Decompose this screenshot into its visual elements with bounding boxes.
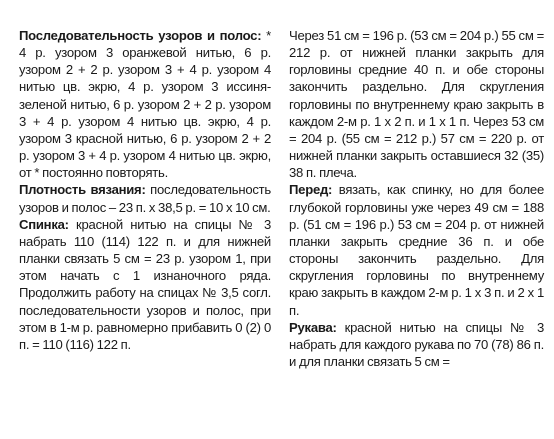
- heading-pattern-sequence: Последовательность узоров и полос:: [19, 28, 262, 43]
- text-back: красной нитью на спицы № 3 набрать 110 (114) 122 п. и для нижней планки связать 5 см = 23 р. узором 1, при этом начать с 1 изнаночного ряда. Продолжить работу на спицах № 3,5 согл. последовательности узоров и полос, при этом в 1-м р. равномерно прибавить 0 (2) 0 п. = 110 (116) 122 п.: [19, 216, 271, 352]
- heading-gauge: Плотность вязания:: [19, 182, 146, 198]
- heading-front: Перед:: [289, 182, 333, 198]
- paragraph-front: [289, 181, 544, 318]
- text-front: вязать, как спинку, но для более глубокой горловины уже через 49 см = 188 р. (51 см = 196 р.) 53 см = 204 р. от нижней планки закрыть средние 36 п. и обе стороны закончить раздельно. Для скругления горловины по внутреннему краю закрыть в каждом 2-м р. 1 х 3 п. и 2 х 1 п.: [289, 182, 544, 318]
- paragraph-back-continued: [289, 27, 544, 181]
- text-back-continued: Через 51 см = 196 р. (53 см = 204 р.) 55 см = 212 р. от нижней планки закрыть для горловины средние 40 п. и обе стороны закончить раздельно. Для скругления горловины по внутреннему краю закрыть в каждом 2-м р. 1 х 2 п. и 1 х 1 п. Через 53 см = 204 р. (55 см = 212 р.) 57 см = 220 р. от нижней планки закрыть оставшиеся 32 (35) 38 п. плеча.: [289, 28, 544, 181]
- text-pattern-sequence: * 4 р. узором 3 оранжевой нитью, 6 р. узором 2 + 2 р. узором 3 + 4 р. узором 4 нитью цв. экрю, 4 р. узором 3 иссиня-зеленой нитью, 6 р. узором 2 + 2 р. узором 3 + 4 р. узором 4 нитью цв. экрю, 4 р. узором 3 красной нитью, 6 р. узором 2 + 2 р. узором 3 + 4 р. узором 4 нитью цв. экрю, от * постоянно повторять.: [19, 28, 271, 181]
- left-text-column: [19, 27, 271, 353]
- heading-back: Спинка:: [19, 216, 69, 232]
- heading-sleeves: Рукава:: [289, 319, 337, 335]
- text-gauge: последовательность узоров и полос – 23 п. х 38,5 р. = 10 х 10 см.: [19, 182, 271, 215]
- paragraph-sleeves: [289, 319, 544, 370]
- text-sleeves: красной нитью на спицы № 3 набрать для каждого рукава по 70 (78) 86 п. и для планки связать 5 см =: [289, 319, 544, 369]
- paragraph-pattern-sequence: [19, 27, 271, 181]
- paragraph-gauge: [19, 181, 271, 215]
- paragraph-back: [19, 216, 271, 353]
- right-text-column: [289, 27, 544, 370]
